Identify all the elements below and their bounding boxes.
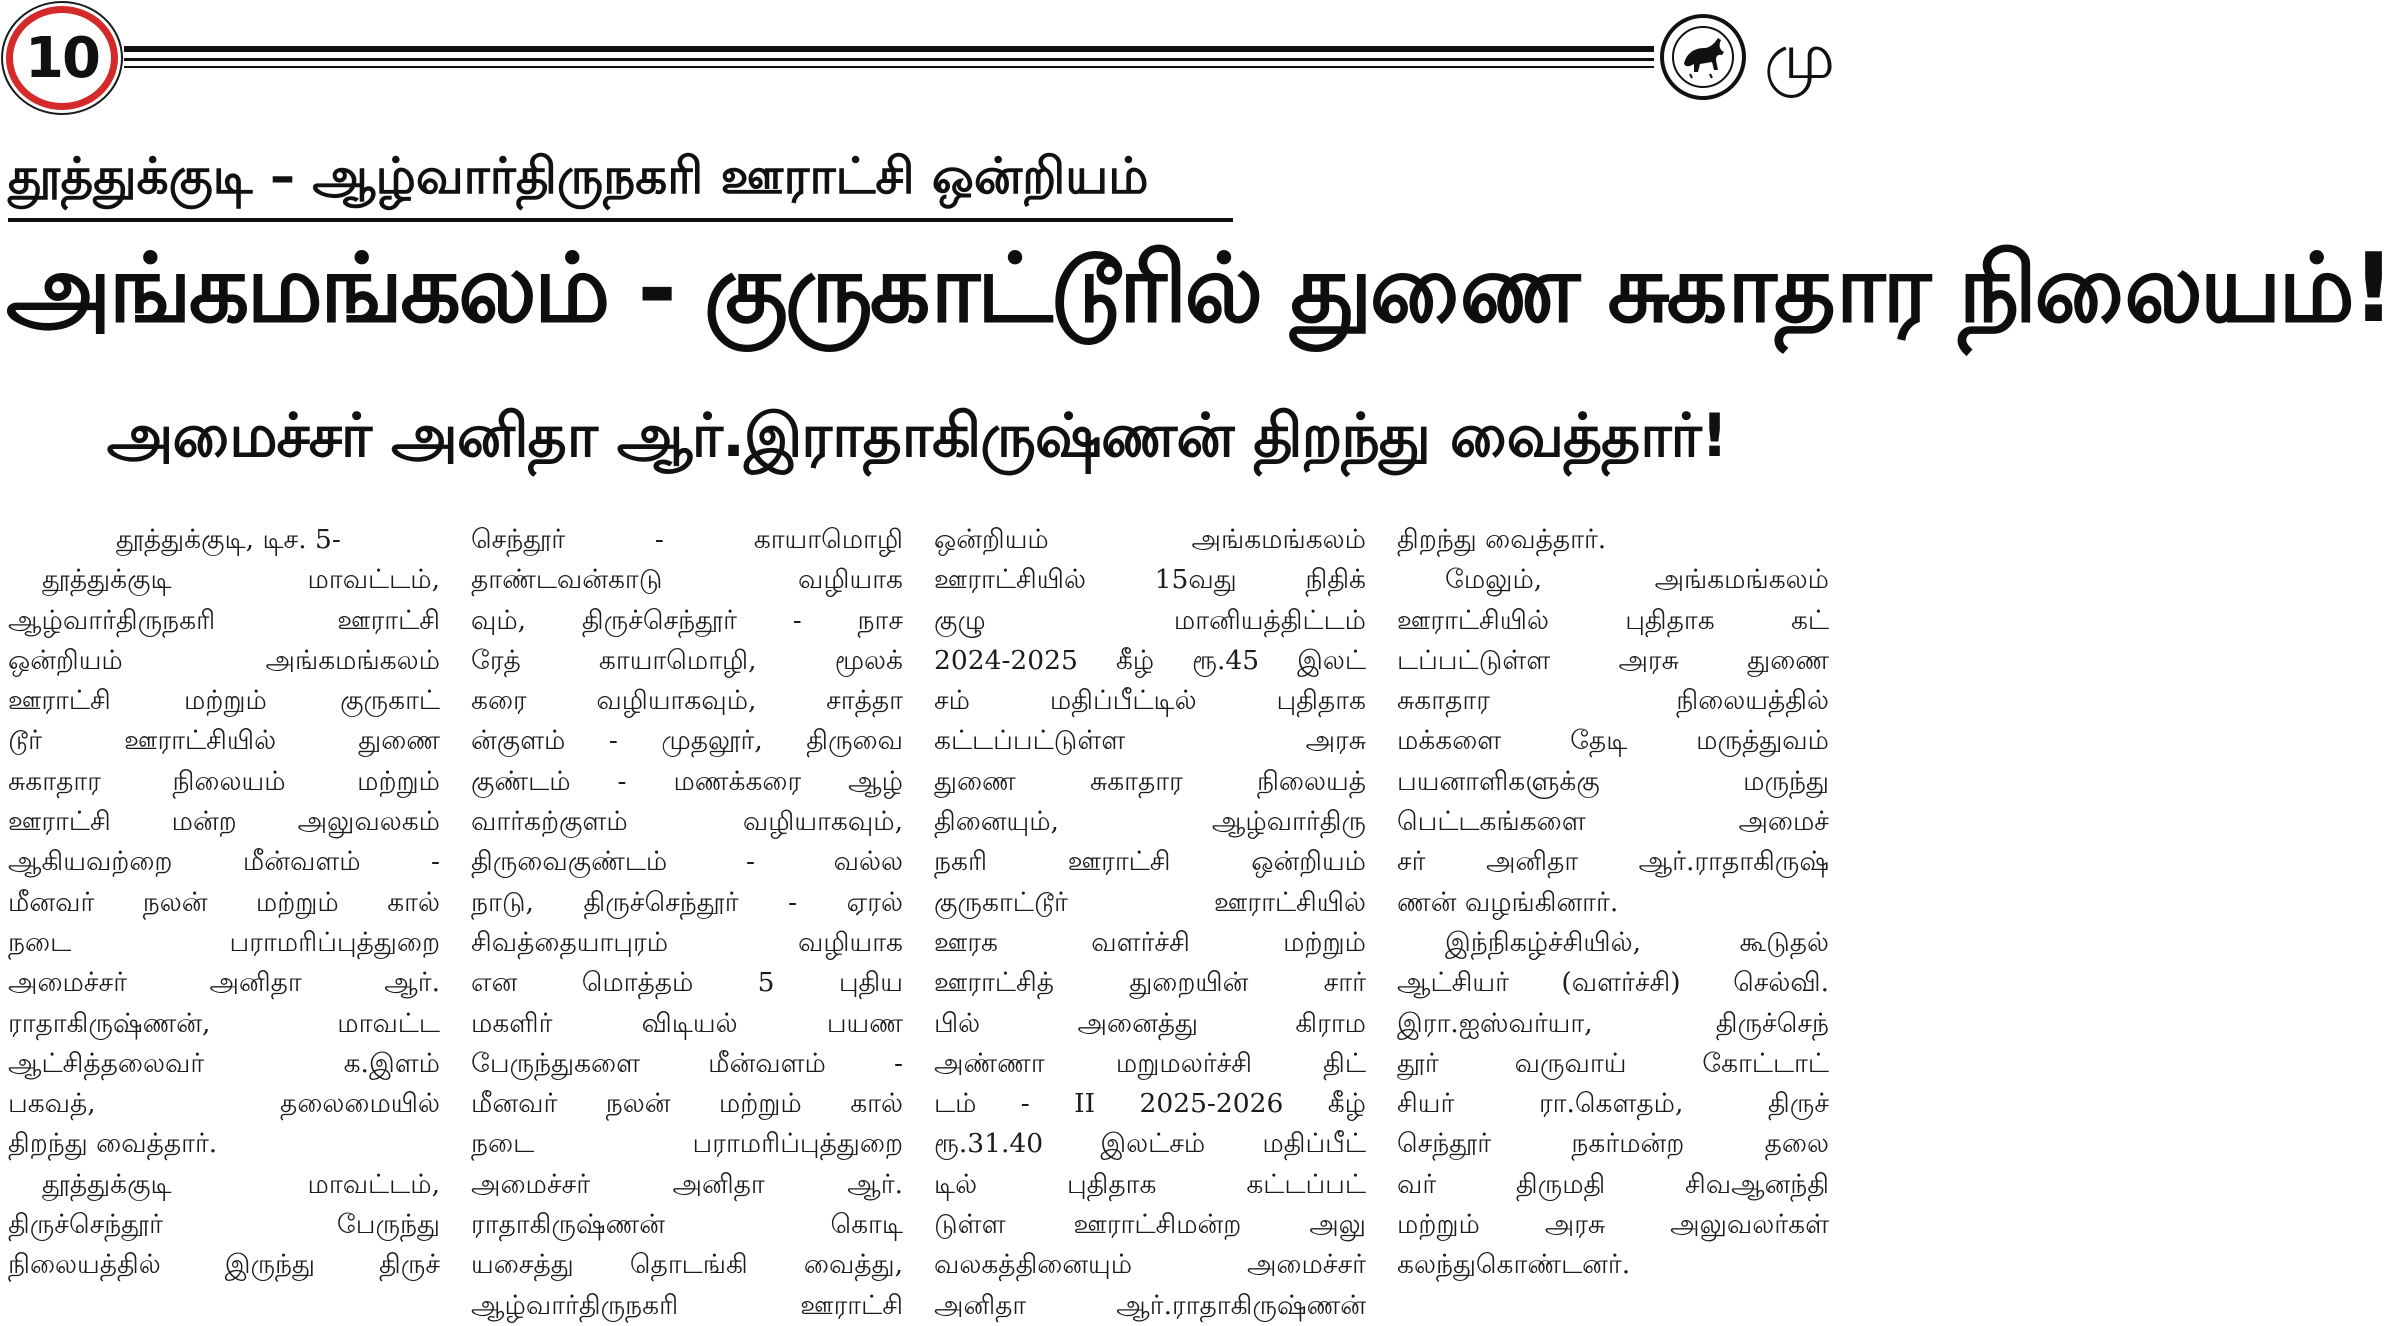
text-line: பகவத், தலைமையில் — [8, 1088, 440, 1120]
text-line: செந்தூர் நகர்மன்ற தலை — [1397, 1128, 1829, 1160]
text-line: இரா.ஐஸ்வர்யா, திருச்செந் — [1397, 1007, 1829, 1039]
text-line: சர் அனிதா ஆர்.ராதாகிருஷ் — [1397, 846, 1829, 878]
text-line: டப்பட்டுள்ள அரசு துணை — [1397, 644, 1829, 676]
text-line: சிவத்தையாபுரம் வழியாக — [471, 926, 903, 958]
text-line: திருவைகுண்டம் - வல்ல — [471, 846, 903, 878]
headline: அங்கமங்கலம் - குருகாட்டூரில் துணை சுகாதார நிலையம்! — [6, 234, 2392, 344]
text-line: திறந்து வைத்தார். — [8, 1128, 218, 1160]
masthead-rule — [124, 46, 1654, 52]
text-line: ராதாகிருஷ்ணன் கொடி — [471, 1209, 903, 1241]
text-line: செந்தூர் - காயாமொழி — [471, 524, 903, 555]
text-line: மக்களை தேடி மருத்துவம் — [1397, 725, 1829, 757]
text-line: ரேத் காயாமொழி, மூலக் — [471, 644, 903, 676]
article-column-3 — [934, 520, 1366, 1321]
text-line: சம் மதிப்பீட்டில் புதிதாக — [934, 685, 1366, 717]
text-line: மகளிர் விடியல் பயண — [471, 1007, 903, 1039]
text-line: அண்ணா மறுமலர்ச்சி திட் — [934, 1047, 1366, 1079]
text-line: மற்றும் அரசு அலுவலர்கள் — [1397, 1209, 1829, 1241]
text-line: டில் புதிதாக கட்டப்பட் — [934, 1168, 1366, 1200]
text-line: ஊராட்சி மன்ற அலுவலகம் — [8, 806, 440, 838]
text-line: தூத்துக்குடி மாவட்டம், — [42, 564, 440, 596]
text-line: பயனாளிகளுக்கு மருந்து — [1397, 765, 1829, 797]
text-line: திருச்செந்தூர் பேருந்து — [8, 1209, 440, 1241]
text-line: அனிதா ஆர்.ராதாகிருஷ்ணன் — [934, 1289, 1366, 1321]
text-line: கரை வழியாகவும், சாத்தா — [471, 685, 903, 717]
text-line: பில் அனைத்து கிராம — [934, 1007, 1366, 1039]
text-line: தினையும், ஆழ்வார்திரு — [934, 806, 1366, 838]
text-line: ஊராட்சி மற்றும் குருகாட் — [8, 685, 440, 717]
text-line: இந்நிகழ்ச்சியில், கூடுதல் — [1445, 926, 1829, 958]
page-number-badge — [6, 6, 118, 110]
text-line: ஊராட்சியில் புதிதாக கட் — [1397, 604, 1829, 636]
article-column-2 — [471, 520, 903, 1321]
text-line: பெட்டகங்களை அமைச் — [1397, 806, 1829, 838]
text-line: துணை சுகாதார நிலையத் — [934, 765, 1366, 797]
masthead-rule — [124, 66, 1654, 68]
text-line: சியர் ரா.கௌதம், திருச் — [1397, 1088, 1829, 1120]
text-line: குண்டம் - மணக்கரை ஆழ் — [471, 765, 903, 797]
text-line: மீனவர் நலன் மற்றும் கால் — [471, 1088, 903, 1120]
text-line: டுள்ள ஊராட்சிமன்ற அலு — [934, 1209, 1366, 1241]
article-body — [8, 520, 1834, 1321]
text-line: நடை பராமரிப்புத்துறை — [471, 1128, 903, 1160]
text-line: நாடு, திருச்செந்தூர் - ஏரல் — [471, 886, 903, 918]
page-number: 10 — [25, 25, 99, 91]
text-line: ஆகியவற்றை மீன்வளம் - — [8, 846, 440, 878]
bull-emblem-icon — [1660, 14, 1746, 100]
text-line: ணன் வழங்கினார். — [1397, 886, 1619, 918]
text-line: ஆழ்வார்திருநகரி ஊராட்சி — [471, 1289, 903, 1321]
text-line: குருகாட்டூர் ஊராட்சியில் — [934, 886, 1366, 918]
text-line: அமைச்சர் அனிதா ஆர். — [471, 1168, 903, 1200]
text-line: திறந்து வைத்தார். — [1397, 524, 1607, 555]
masthead — [0, 0, 1834, 120]
text-line: ஒன்றியம் அங்கமங்கலம் — [934, 524, 1366, 555]
text-line: தூத்துக்குடி மாவட்டம், — [42, 1168, 440, 1200]
text-line: ன்குளம் - முதலூர், திருவை — [471, 725, 903, 757]
text-line: நிலையத்தில் இருந்து திருச் — [8, 1249, 440, 1281]
text-line: வார்கற்குளம் வழியாகவும், — [471, 806, 903, 838]
text-line: அமைச்சர் அனிதா ஆர். — [8, 967, 440, 999]
text-line: ஆட்சியர் (வளர்ச்சி) செல்வி. — [1397, 967, 1829, 999]
text-line: சுகாதார நிலையம் மற்றும் — [8, 765, 440, 797]
text-line: கட்டப்பட்டுள்ள அரசு — [934, 725, 1366, 757]
text-line: யசைத்து தொடங்கி வைத்து, — [471, 1249, 903, 1281]
text-line: வலகத்தினையும் அமைச்சர் — [934, 1249, 1366, 1281]
text-line: ராதாகிருஷ்ணன், மாவட்ட — [8, 1007, 440, 1039]
text-line: வர் திருமதி சிவஆனந்தி — [1397, 1168, 1829, 1200]
text-line: 2024-2025 கீழ் ரூ.45 இலட் — [934, 644, 1366, 676]
text-line: கலந்துகொண்டனர். — [1397, 1249, 1631, 1281]
text-line: பேருந்துகளை மீன்வளம் - — [471, 1047, 903, 1079]
text-line: நகரி ஊராட்சி ஒன்றியம் — [934, 846, 1366, 878]
text-line: ரூ.31.40 இலட்சம் மதிப்பீட் — [934, 1128, 1366, 1160]
text-line: ஆழ்வார்திருநகரி ஊராட்சி — [8, 604, 440, 636]
text-line: மீனவர் நலன் மற்றும் கால் — [8, 886, 440, 918]
text-line: டூர் ஊராட்சியில் துணை — [8, 725, 440, 757]
text-line: டம் - II 2025-2026 கீழ் — [934, 1088, 1366, 1120]
masthead-title-fragment: மு — [1764, 20, 1836, 94]
dateline: தூத்துக்குடி, டிச. 5- — [116, 524, 341, 555]
text-line: நடை பராமரிப்புத்துறை — [8, 926, 440, 958]
article-column-1 — [8, 520, 440, 1314]
text-line: ஒன்றியம் அங்கமங்கலம் — [8, 644, 440, 676]
article-column-4 — [1397, 520, 1829, 1314]
text-line: வும், திருச்செந்தூர் - நாச — [471, 604, 903, 636]
text-line: என மொத்தம் 5 புதிய — [471, 967, 903, 999]
text-line: சுகாதார நிலையத்தில் — [1397, 685, 1829, 717]
kicker-heading: தூத்துக்குடி – ஆழ்வார்திருநகரி ஊராட்சி ஒன்றியம் — [8, 148, 1233, 222]
masthead-rule — [124, 58, 1654, 61]
text-line: ஊராட்சியில் 15வது நிதிக் — [934, 564, 1366, 596]
text-line: தாண்டவன்காடு வழியாக — [471, 564, 903, 596]
text-line: குழு மானியத்திட்டம் — [934, 604, 1366, 636]
text-line: ஊராட்சித் துறையின் சார் — [934, 967, 1366, 999]
text-line: ஊரக வளர்ச்சி மற்றும் — [934, 926, 1366, 958]
subheadline: அமைச்சர் அனிதா ஆர்.இராதாகிருஷ்ணன் திறந்து வைத்தார்! — [106, 401, 1728, 471]
text-line: தூர் வருவாய் கோட்டாட் — [1397, 1047, 1829, 1079]
text-line: மேலும், அங்கமங்கலம் — [1445, 564, 1829, 596]
text-line: ஆட்சித்தலைவர் க.இளம் — [8, 1047, 440, 1079]
